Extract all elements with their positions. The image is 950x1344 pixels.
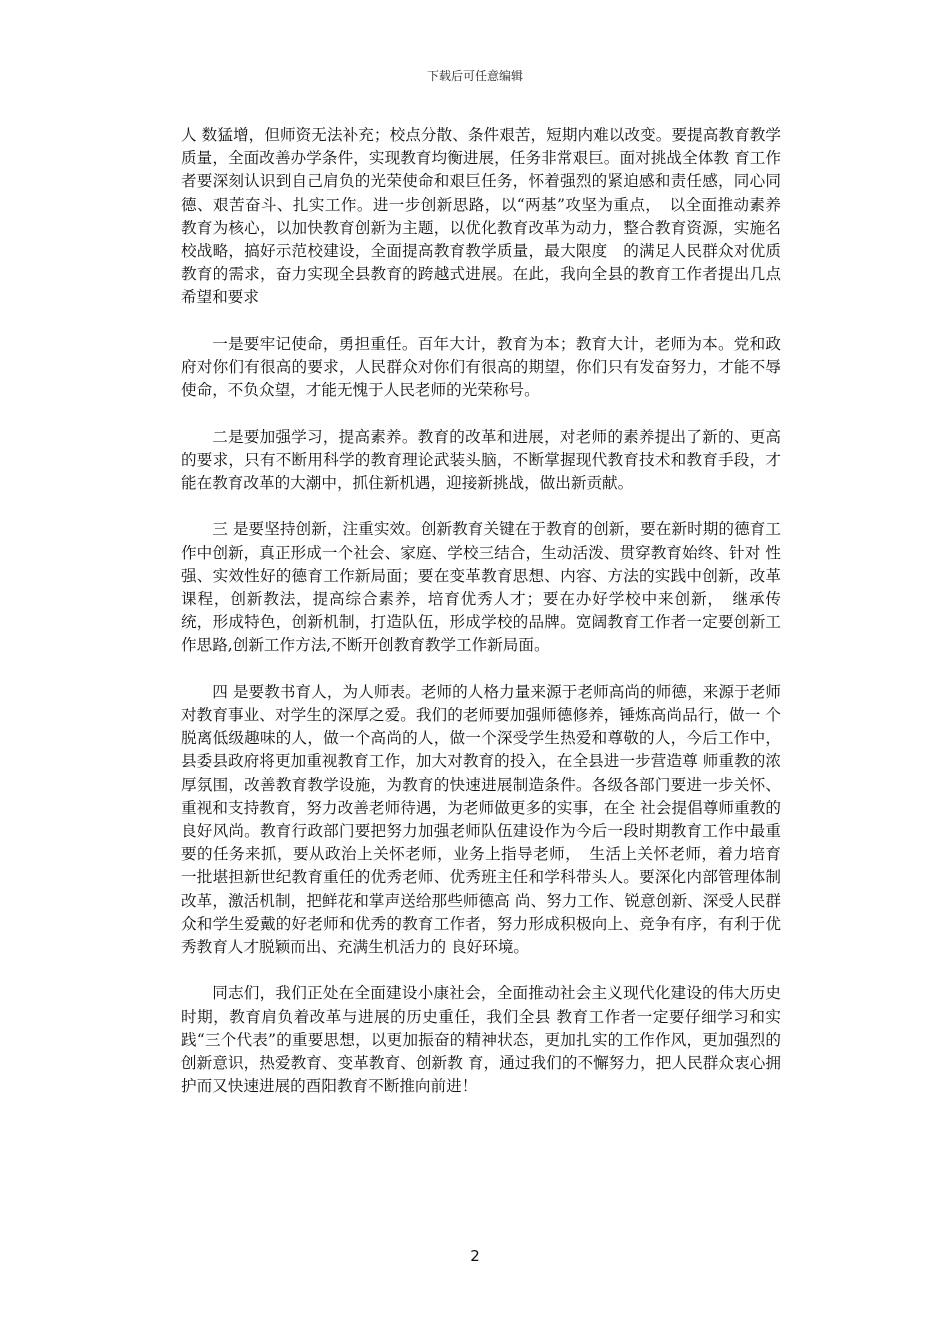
body-paragraph: 同志们，我们正处在全面建设小康社会，全面推动社会主义现代化建设的伟大历史时期，教育肩负着改革与进展的历史重任，我们全县 教育工作者一定要仔细学习和实践“三个代表”的重要思想，以更加振奋的精神状态，更加扎实的工作作风，更加强烈的创新意识，热爱教育、变革教育、创新教 育，通过我们的不懈努力，把人民群众衷心拥护而又快速进展的酉阳教育不断推向前进！ (181, 984, 781, 1096)
body-paragraph: 三 是要坚持创新，注重实效。创新教育关键在于教育的创新，要在新时期的德育工作中创新，真正形成一个社会、家庭、学校三结合，生动活泼、贯穿教育始终、针对 性强、实效性好的德育工作新局面；要在变革教育思想、内容、方法的实践中创新，改革课程，创新教法，提高综合素养，培育优秀人才；要在办好学校中来创新， 继承传统，形成特色，创新机制，打造队伍，形成学校的品牌。宽阔教育工作者一定要创新工作思路,创新工作方法,不断开创教育教学工作新局面。 (181, 520, 781, 655)
document-body (181, 124, 781, 1122)
body-paragraph: 二是要加强学习，提高素养。教育的改革和进展，对老师的素养提出了新的、更高的要求，只有不断用科学的教育理论武装头脑，不断掌握现代教育技术和教育手段，才能在教育改革的大潮中，抓住新机遇，迎接新挑战，做出新贡献。 (181, 427, 781, 493)
body-paragraph: 人 数猛增，但师资无法补充；校点分散、条件艰苦，短期内难以改变。要提高教育教学质量，全面改善办学条件，实现教育均衡进展，任务非常艰巨。面对挑战全体教 育工作者要深刻认识到自己肩负的光荣使命和艰巨任务，怀着强烈的紧迫感和责任感，同心同德、艰苦奋斗、扎实工作。进一步创新思路，以“两基”攻坚为重点， 以全面推动素养教育为核心，以加快教育创新为主题，以优化教育改革为动力，整合教育资源，实施名校战略，搞好示范校建设，全面提高教育教学质量，最大限度 的满足人民群众对优质教育的需求，奋力实现全县教育的跨越式进展。在此，我向全县的教育工作者提出几点希望和要求 (181, 126, 781, 307)
page-header: 下载后可任意编辑 (426, 69, 523, 83)
body-paragraph: 一是要牢记使命，勇担重任。百年大计，教育为本；教育大计，老师为本。党和政府对你们有很高的要求，人民群众对你们有很高的期望，你们只有发奋努力，才能不辱使命，不负众望，才能无愧于人民老师的光荣称号。 (181, 334, 781, 400)
body-paragraph: 四 是要教书育人，为人师表。老师的人格力量来源于老师高尚的师德，来源于老师对教育事业、对学生的深厚之爱。我们的老师要加强师德修养，锤炼高尚品行，做一 个脱离低级趣味的人，做一个高尚的人，做一个深受学生热爱和尊敬的人，今后工作中，县委县政府将更加重视教育工作，加大对教育的投入，在全县进一步营造尊 师重教的浓厚氛围，改善教育教学设施，为教育的快速进展制造条件。各级各部门要进一步关怀、重视和支持教育，努力改善老师待遇，为老师做更多的实事，在全 社会提倡尊师重教的良好风尚。教育行政部门要把努力加强老师队伍建设作为今后一段时期教育工作中最重要的任务来抓，要从政治上关怀老师，业务上指导老师， 生活上关怀老师，着力培育一批堪担新世纪教育重任的优秀老师、优秀班主任和学科带头人。要深化内部管理体制改革，激活机制，把鲜花和掌声送给那些师德高 尚、努力工作、锐意创新、深受人民群众和学生爱戴的好老师和优秀的教育工作者，努力形成积极向上、竞争有序，有利于优秀教育人才脱颖而出、充满生机活力的 良好环境。 (181, 682, 781, 957)
page-number: 2 (470, 1247, 480, 1265)
